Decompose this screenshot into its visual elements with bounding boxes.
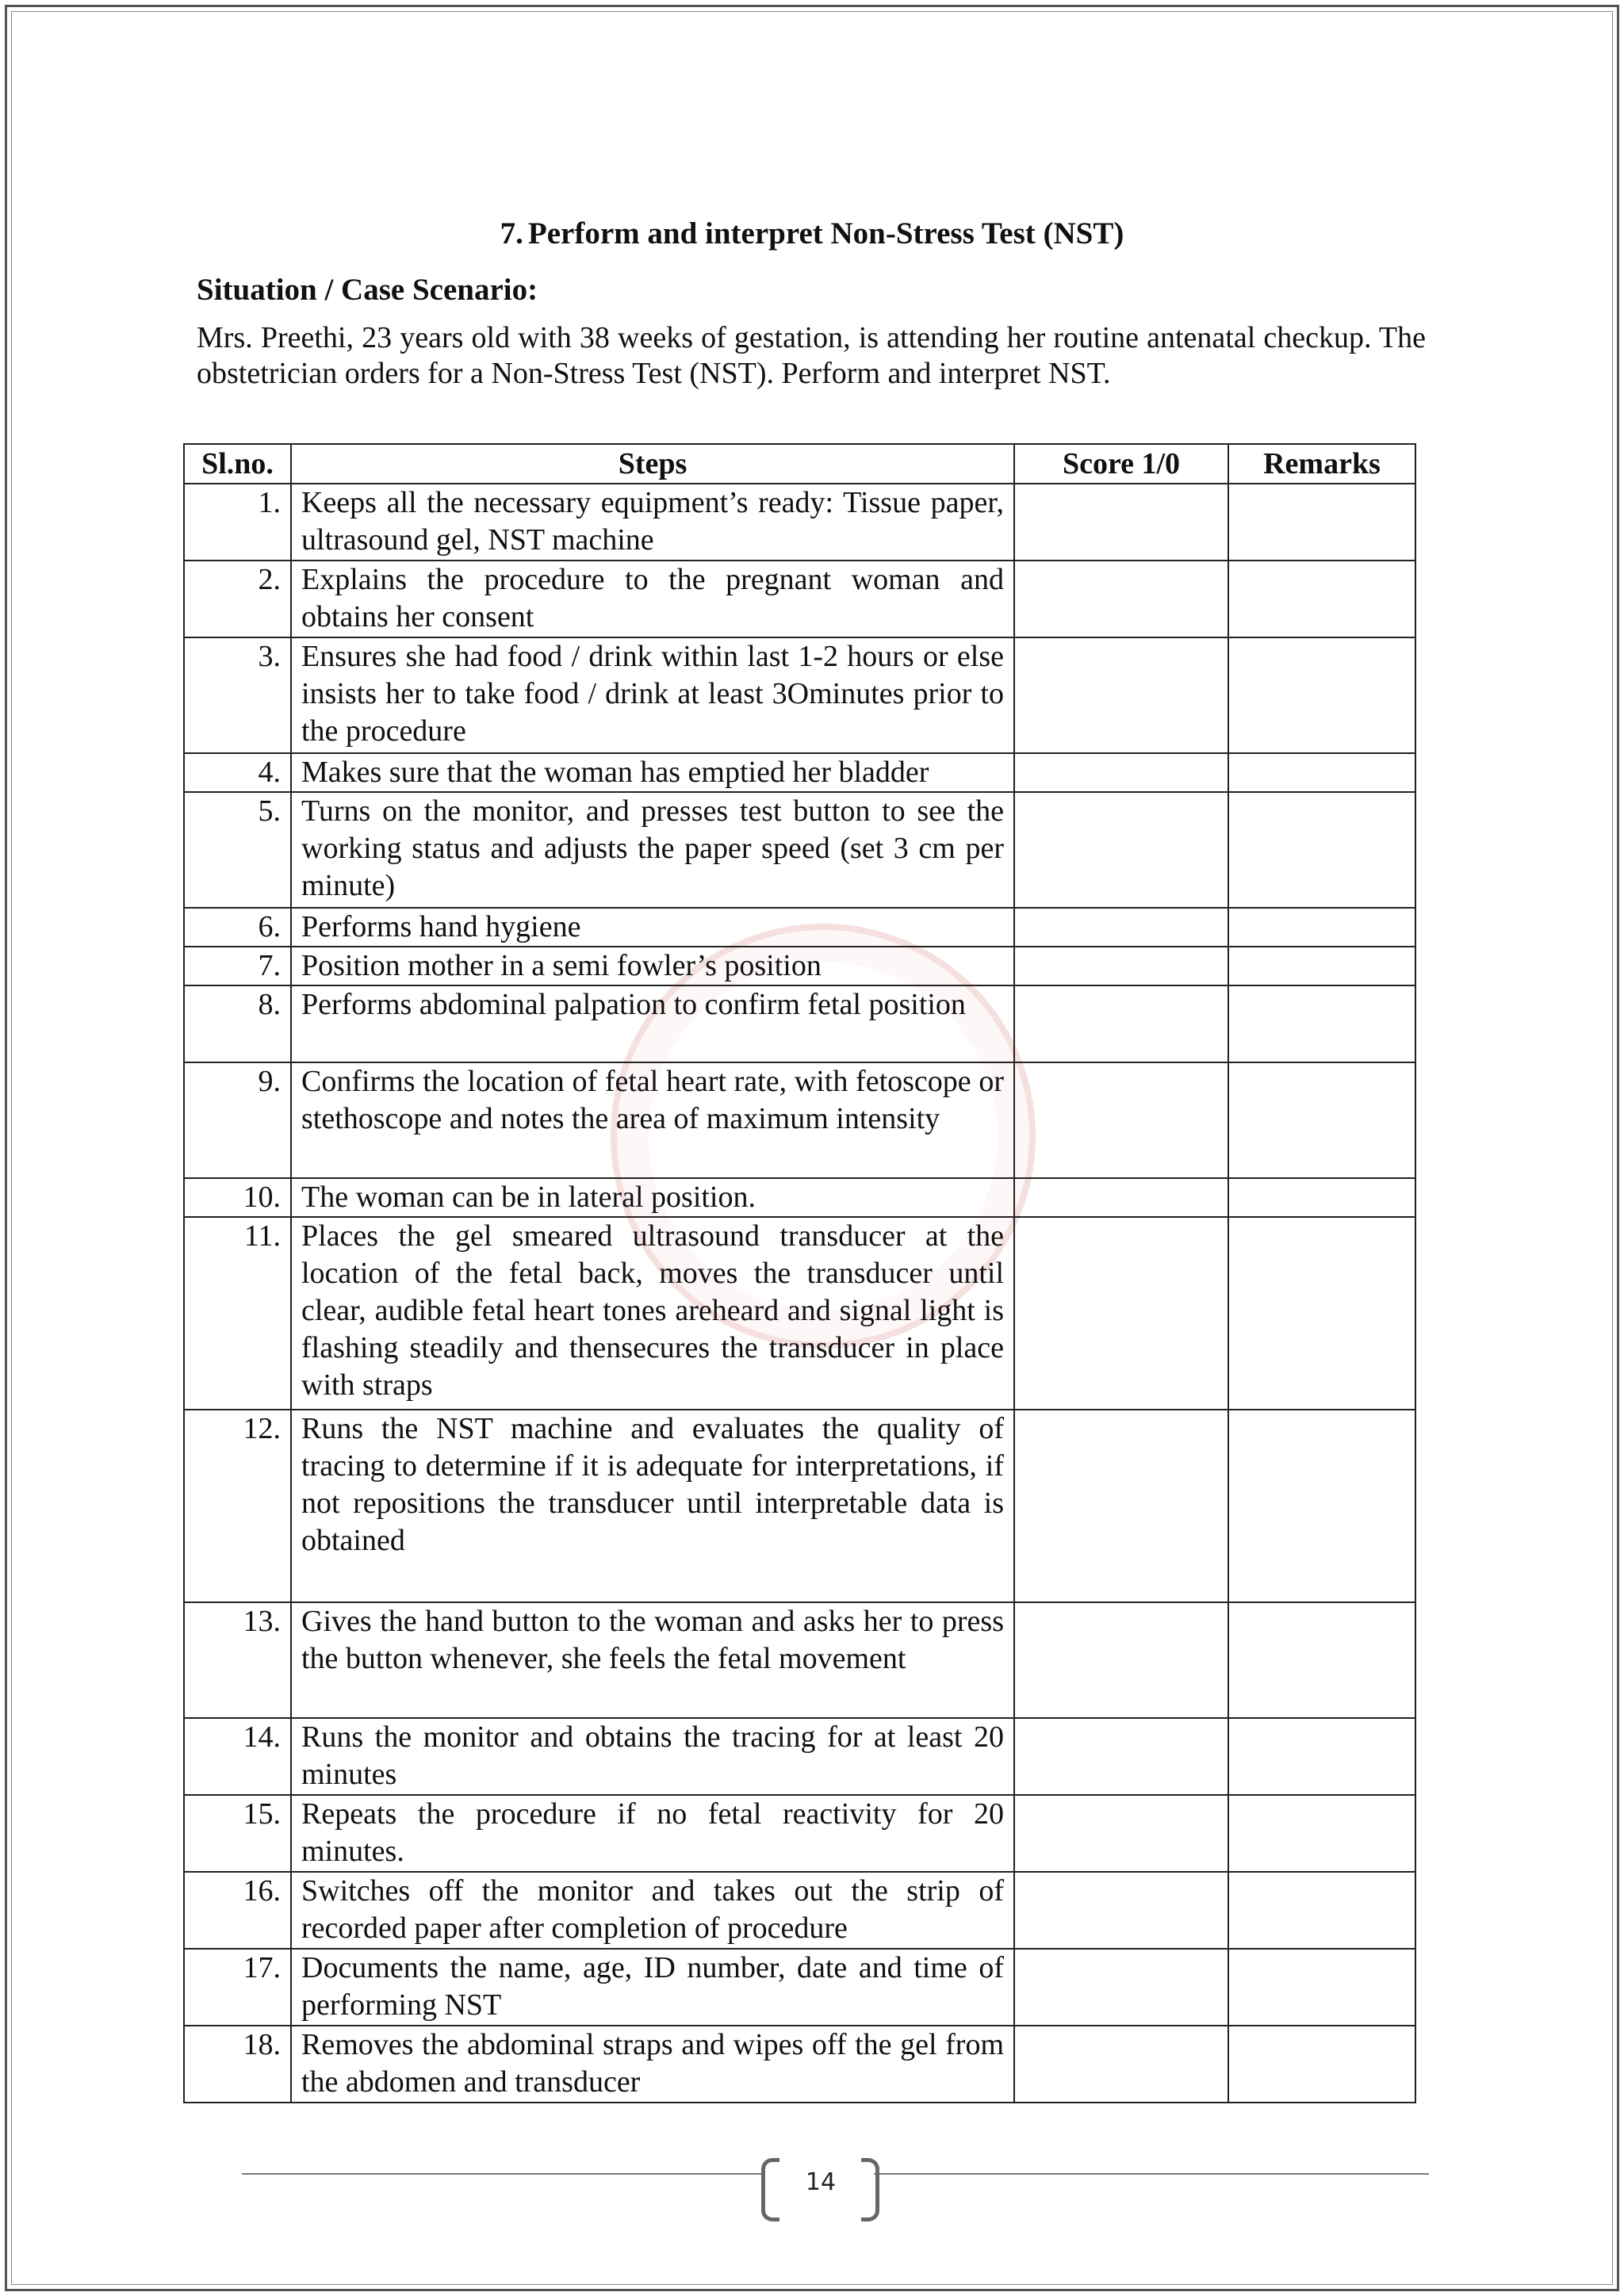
- row-step-text: Turns on the monitor, and presses test button to see the working status and adjusts the paper speed (set 3 cm per minute): [291, 792, 1014, 908]
- table-row: [184, 1872, 1415, 1949]
- row-score-cell[interactable]: [1014, 1410, 1228, 1602]
- table-row: [184, 947, 1415, 985]
- row-serial-number: 8.: [184, 985, 291, 1062]
- table-row: [184, 637, 1415, 753]
- row-step-text: Explains the procedure to the pregnant woman and obtains her consent: [291, 561, 1014, 637]
- row-score-cell[interactable]: [1014, 484, 1228, 561]
- row-step-text: Position mother in a semi fowler’s position: [291, 947, 1014, 985]
- checklist-table: [183, 443, 1416, 2103]
- row-serial-number: 17.: [184, 1949, 291, 2026]
- row-remarks-cell[interactable]: [1228, 1217, 1415, 1410]
- table-row: [184, 985, 1415, 1062]
- row-remarks-cell[interactable]: [1228, 908, 1415, 947]
- row-score-cell[interactable]: [1014, 1949, 1228, 2026]
- row-remarks-cell[interactable]: [1228, 484, 1415, 561]
- table-row: [184, 908, 1415, 947]
- row-remarks-cell[interactable]: [1228, 947, 1415, 985]
- table-row: [184, 792, 1415, 908]
- row-step-text: Ensures she had food / drink within last 1-2 hours or else insists her to take food / drink at least 3Ominutes prior to the procedure: [291, 637, 1014, 753]
- row-serial-number: 18.: [184, 2026, 291, 2103]
- row-step-text: Removes the abdominal straps and wipes off the gel from the abdomen and transducer: [291, 2026, 1014, 2103]
- row-score-cell[interactable]: [1014, 2026, 1228, 2103]
- row-remarks-cell[interactable]: [1228, 2026, 1415, 2103]
- row-remarks-cell[interactable]: [1228, 1795, 1415, 1872]
- footer-rule-left: [242, 2173, 761, 2175]
- header-slno: Sl.no.: [184, 444, 291, 484]
- row-remarks-cell[interactable]: [1228, 637, 1415, 753]
- row-step-text: Places the gel smeared ultrasound transducer at the location of the fetal back, moves the transducer until clear, audible fetal heart tones areheard and signal light is flashing steadily and thensecures the transducer in place with straps: [291, 1217, 1014, 1410]
- row-serial-number: 9.: [184, 1062, 291, 1178]
- row-score-cell[interactable]: [1014, 561, 1228, 637]
- row-score-cell[interactable]: [1014, 1872, 1228, 1949]
- row-step-text: Gives the hand button to the woman and asks her to press the button whenever, she feels the fetal movement: [291, 1602, 1014, 1718]
- heading-title: Perform and interpret Non-Stress Test (NST): [527, 216, 1124, 251]
- row-serial-number: 12.: [184, 1410, 291, 1602]
- row-remarks-cell[interactable]: [1228, 1062, 1415, 1178]
- row-serial-number: 16.: [184, 1872, 291, 1949]
- row-step-text: Keeps all the necessary equipment’s ready: Tissue paper, ultrasound gel, NST machine: [291, 484, 1014, 561]
- table-row: [184, 1795, 1415, 1872]
- row-remarks-cell[interactable]: [1228, 1872, 1415, 1949]
- table-row: [184, 1178, 1415, 1217]
- row-remarks-cell[interactable]: [1228, 1178, 1415, 1217]
- row-step-text: Repeats the procedure if no fetal reactivity for 20 minutes.: [291, 1795, 1014, 1872]
- row-remarks-cell[interactable]: [1228, 753, 1415, 792]
- row-score-cell[interactable]: [1014, 1718, 1228, 1795]
- page-number-bracket-right: [861, 2158, 879, 2221]
- row-step-text: Runs the NST machine and evaluates the quality of tracing to determine if it is adequate for interpretations, if not repositions the transducer until interpretable data is obtained: [291, 1410, 1014, 1602]
- row-serial-number: 11.: [184, 1217, 291, 1410]
- row-serial-number: 5.: [184, 792, 291, 908]
- row-score-cell[interactable]: [1014, 1062, 1228, 1178]
- row-step-text: The woman can be in lateral position.: [291, 1178, 1014, 1217]
- row-serial-number: 7.: [184, 947, 291, 985]
- page-number-bracket-left: [761, 2158, 779, 2221]
- table-row: [184, 1410, 1415, 1602]
- row-serial-number: 1.: [184, 484, 291, 561]
- row-step-text: Performs hand hygiene: [291, 908, 1014, 947]
- row-remarks-cell[interactable]: [1228, 561, 1415, 637]
- row-step-text: Documents the name, age, ID number, date and time of performing NST: [291, 1949, 1014, 2026]
- row-remarks-cell[interactable]: [1228, 1949, 1415, 2026]
- row-remarks-cell[interactable]: [1228, 1410, 1415, 1602]
- table-row: [184, 561, 1415, 637]
- row-remarks-cell[interactable]: [1228, 985, 1415, 1062]
- table-row: [184, 1718, 1415, 1795]
- table-header-row: [184, 444, 1415, 484]
- row-score-cell[interactable]: [1014, 637, 1228, 753]
- page-number: 14: [805, 2168, 837, 2196]
- row-step-text: Runs the monitor and obtains the tracing for at least 20 minutes: [291, 1718, 1014, 1795]
- row-score-cell[interactable]: [1014, 792, 1228, 908]
- row-serial-number: 4.: [184, 753, 291, 792]
- table-row: [184, 1602, 1415, 1718]
- table-row: [184, 484, 1415, 561]
- table-row: [184, 2026, 1415, 2103]
- row-remarks-cell[interactable]: [1228, 1718, 1415, 1795]
- page-heading: [0, 216, 1624, 251]
- row-score-cell[interactable]: [1014, 1217, 1228, 1410]
- row-step-text: Switches off the monitor and takes out the strip of recorded paper after completion of procedure: [291, 1872, 1014, 1949]
- row-score-cell[interactable]: [1014, 908, 1228, 947]
- row-remarks-cell[interactable]: [1228, 792, 1415, 908]
- scenario-text: Mrs. Preethi, 23 years old with 38 weeks of gestation, is attending her routine antenatal checkup. The obstetrician orders for a Non-Stress Test (NST). Perform and interpret NST.: [197, 321, 1426, 390]
- row-score-cell[interactable]: [1014, 753, 1228, 792]
- table-row: [184, 1949, 1415, 2026]
- row-step-text: Makes sure that the woman has emptied her bladder: [291, 753, 1014, 792]
- table-row: [184, 753, 1415, 792]
- row-score-cell[interactable]: [1014, 985, 1228, 1062]
- row-serial-number: 14.: [184, 1718, 291, 1795]
- section-title: Situation / Case Scenario:: [197, 273, 538, 307]
- row-remarks-cell[interactable]: [1228, 1602, 1415, 1718]
- row-score-cell[interactable]: [1014, 1602, 1228, 1718]
- header-remarks: Remarks: [1228, 444, 1415, 484]
- row-serial-number: 13.: [184, 1602, 291, 1718]
- row-serial-number: 15.: [184, 1795, 291, 1872]
- footer-rule-right: [874, 2173, 1429, 2175]
- table-row: [184, 1062, 1415, 1178]
- header-steps: Steps: [291, 444, 1014, 484]
- row-serial-number: 3.: [184, 637, 291, 753]
- row-step-text: Confirms the location of fetal heart rate, with fetoscope or stethoscope and notes the area of maximum intensity: [291, 1062, 1014, 1178]
- row-score-cell[interactable]: [1014, 1178, 1228, 1217]
- row-score-cell[interactable]: [1014, 947, 1228, 985]
- heading-number: 7.: [500, 216, 523, 251]
- row-serial-number: 2.: [184, 561, 291, 637]
- table-row: [184, 1217, 1415, 1410]
- row-serial-number: 6.: [184, 908, 291, 947]
- header-score: Score 1/0: [1014, 444, 1228, 484]
- row-serial-number: 10.: [184, 1178, 291, 1217]
- row-score-cell[interactable]: [1014, 1795, 1228, 1872]
- row-step-text: Performs abdominal palpation to confirm fetal position: [291, 985, 1014, 1062]
